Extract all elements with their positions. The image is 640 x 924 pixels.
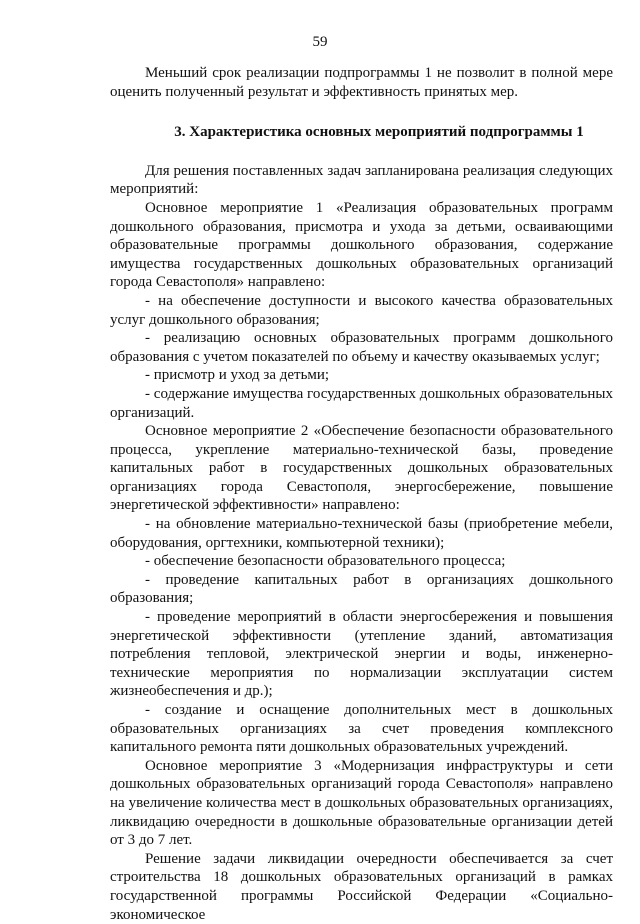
list-item: - на обновление материально-технической базы (приобретение мебели, оборудования, оргтехники, компьютерной техники); xyxy=(110,516,613,551)
paragraph-activity-1: Основное мероприятие 1 «Реализация образовательных программ дошкольного образования, присмотра и ухода за детьми, осваивающими образовательные программы дошкольного образования, содержание имущества государственных дошкольных образовательных организаций города Севастополя» направлено: xyxy=(110,199,613,291)
list-item: - проведение мероприятий в области энергосбережения и повышения энергетической эффективности (утепление зданий, автоматизация потребления тепловой, электрической энергии и воды, инженерно-технические мероприятия по нормализации эксплуатации систем жизнеобеспечения и др.); xyxy=(110,609,613,700)
list-item: - содержание имущества государственных дошкольных образовательных организаций. xyxy=(110,385,613,421)
document-body xyxy=(110,64,613,924)
intro-paragraph: Меньший срок реализации подпрограммы 1 не позволит в полной мере оценить полученный результат и эффективность принятых мер. xyxy=(110,65,613,100)
section-heading: 3. Характеристика основных мероприятий подпрограммы 1 xyxy=(174,124,584,141)
list-item: - реализацию основных образовательных программ дошкольного образования с учетом показателей по объему и качеству оказываемых услуг; xyxy=(110,330,613,365)
list-item: - создание и оснащение дополнительных мест в дошкольных образовательных организациях за счет проведения комплексного капитального ремонта пяти дошкольных образовательных учреждений. xyxy=(110,702,613,756)
paragraph-tasks-intro: Для решения поставленных задач запланирована реализация следующих мероприятий: xyxy=(110,162,613,198)
page-number: 59 xyxy=(312,34,328,50)
paragraph-solution: Решение задачи ликвидации очередности обеспечивается за счет строительства 18 дошкольных образовательных организаций в рамках государственной программы Российской Федерации «Социально-экономическое xyxy=(110,850,613,923)
paragraph-activity-2: Основное мероприятие 2 «Обеспечение безопасности образовательного процесса, укрепление материально-технической базы, проведение капитальных работ в государственных дошкольных образовательных организациях города Севастополя, энергосбережение, повышение энергетической эффективности» направлено: xyxy=(110,423,613,514)
list-item: - проведение капитальных работ в организациях дошкольного образования; xyxy=(110,571,613,607)
paragraph-activity-3: Основное мероприятие 3 «Модернизация инфраструктуры и сети дошкольных образовательных организаций города Севастополя» направлено на увеличение количества мест в дошкольных образовательных организациях, ликвидацию очередности в дошкольные образовательные организации детей от 3 до 7 лет. xyxy=(110,757,613,849)
list-item: - обеспечение безопасности образовательного процесса; xyxy=(145,553,506,570)
list-item: - присмотр и уход за детьми; xyxy=(145,367,330,384)
list-item: - на обеспечение доступности и высокого качества образовательных услуг дошкольного образования; xyxy=(110,292,613,328)
